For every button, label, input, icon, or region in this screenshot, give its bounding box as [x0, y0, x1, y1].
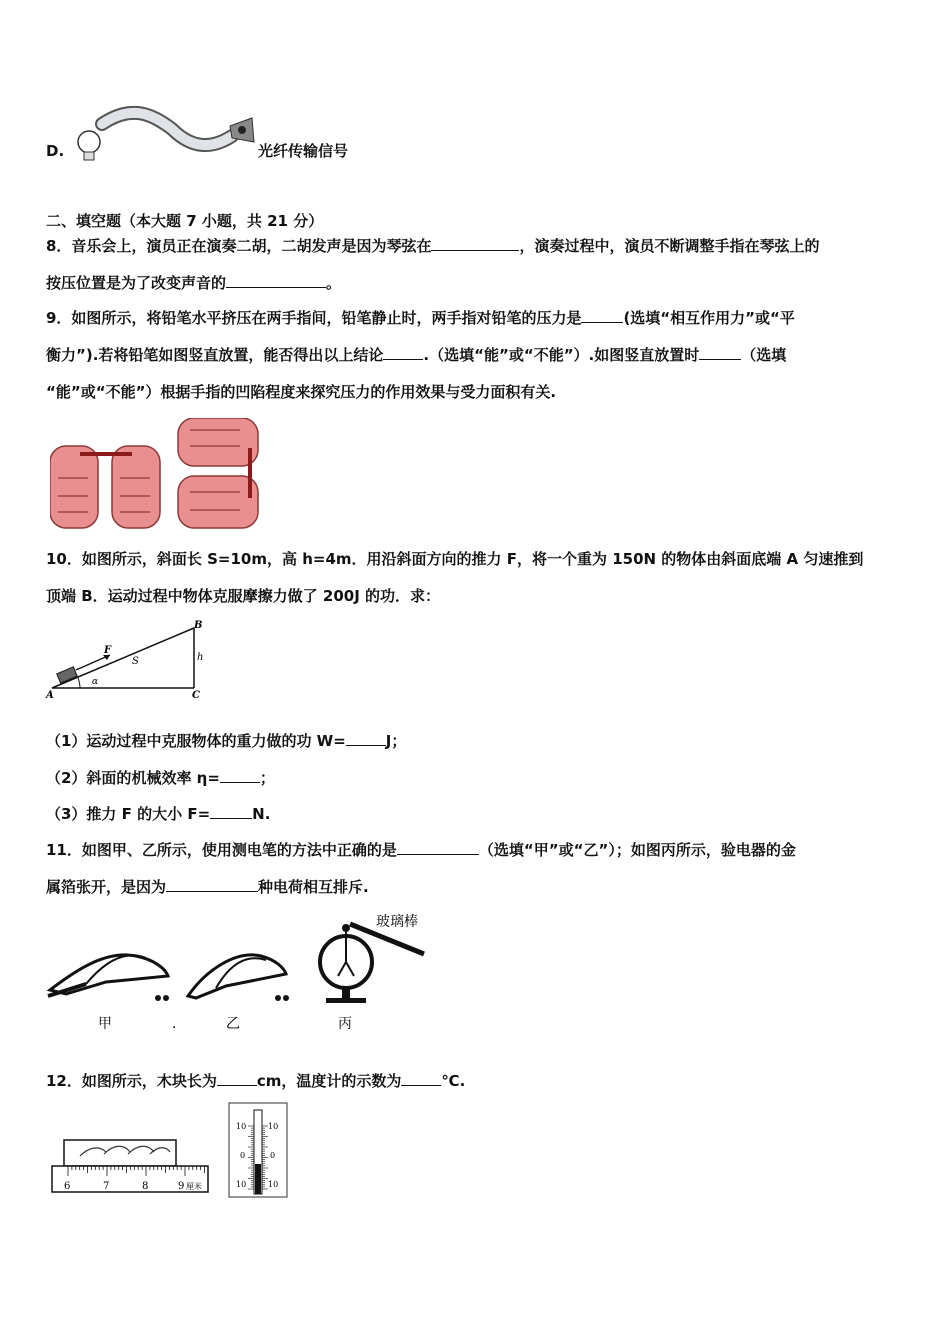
- q10-sub3: （3）推力 F 的大小 F= N.: [46, 805, 271, 823]
- thermo-left-bot: 10: [236, 1180, 247, 1189]
- label-alpha: α: [92, 677, 99, 687]
- pencil-fingers-figure: [50, 418, 265, 530]
- q8-line2: 按压位置是为了改变声音的 。: [46, 274, 342, 292]
- blank-q9-3[interactable]: [699, 345, 741, 360]
- q11-line2: 属箔张开，是因为 种电荷相互排斥.: [46, 878, 369, 896]
- pencil-vertical: [248, 448, 252, 498]
- label-f: F: [104, 645, 112, 656]
- hand-yi: [188, 955, 289, 1001]
- blank-q11-2[interactable]: [166, 877, 258, 892]
- q11-line1: 11．如图甲、乙所示，使用测电笔的方法中正确的是 （选填“甲”或“乙”）；如图丙所示，验电器的金: [46, 841, 796, 859]
- rod-label: 玻璃棒: [376, 914, 418, 930]
- section-heading: 二、填空题（本大题 7 小题，共 21 分）: [46, 212, 324, 230]
- label-bing: 丙: [338, 1016, 352, 1032]
- label-dot: .: [172, 1016, 177, 1032]
- q10-line1: 10．如图所示，斜面长 S=10m，高 h=4m．用沿斜面方向的推力 F，将一个重为 150N 的物体由斜面底端 A 匀速推到: [46, 550, 864, 568]
- blank-q9-2[interactable]: [383, 345, 423, 360]
- wood-block: [64, 1140, 176, 1166]
- optical-fiber-figure: [72, 104, 257, 168]
- thermo-right-top: 10: [268, 1122, 279, 1131]
- incline-figure: [44, 618, 214, 702]
- option-d-label: D.: [46, 142, 65, 160]
- block: [57, 667, 77, 683]
- blank-q10-3[interactable]: [210, 804, 252, 819]
- mercury-column: [255, 1164, 261, 1194]
- label-a: A: [46, 690, 54, 701]
- label-b: B: [194, 620, 203, 631]
- thermometer-figure: [228, 1102, 290, 1200]
- thermo-left-mid: 0: [240, 1151, 246, 1160]
- thermo-right-bot: 10: [268, 1180, 279, 1189]
- pencil-horizontal: [80, 452, 132, 456]
- blank-q12-1[interactable]: [217, 1071, 257, 1086]
- label-yi: 乙: [226, 1016, 240, 1032]
- horizontal-pencil-hands: [50, 446, 160, 528]
- ruler-figure: [50, 1138, 212, 1198]
- ruler-tick-6: 6: [64, 1181, 71, 1192]
- label-jia: 甲: [98, 1016, 112, 1032]
- ruler-tick-7: 7: [103, 1181, 110, 1192]
- blank-q10-2[interactable]: [220, 768, 260, 783]
- q10-sub2: （2）斜面的机械效率 η= ；: [46, 769, 275, 787]
- q10-line2: 顶端 B．运动过程中物体克服摩擦力做了 200J 的功．求：: [46, 587, 440, 605]
- test-pen-electroscope-figure: [46, 910, 446, 1038]
- label-s: S: [132, 656, 139, 667]
- q10-sub1: （1）运动过程中克服物体的重力做的功 W= J；: [46, 732, 407, 750]
- q9-line1: 9．如图所示，将铅笔水平挤压在两手指间，铅笔静止时，两手指对铅笔的压力是 (选填“相互作用力”或“平: [46, 309, 795, 327]
- vertical-pencil-hands: [178, 418, 258, 528]
- bulb-icon: [78, 131, 100, 153]
- blank-q11-1[interactable]: [397, 840, 479, 855]
- thermo-left-top: 10: [236, 1122, 247, 1131]
- blank-q12-2[interactable]: [401, 1071, 441, 1086]
- q12-line1: 12．如图所示，木块长为 cm，温度计的示数为 ℃.: [46, 1072, 466, 1090]
- thermo-right-mid: 0: [270, 1151, 276, 1160]
- blank-q8-1[interactable]: [431, 236, 519, 251]
- blank-q9-1[interactable]: [581, 308, 623, 323]
- q8-line1: 8．音乐会上，演员正在演奏二胡，二胡发声是因为琴弦在 ，演奏过程中，演员不断调整手指在琴弦上的: [46, 237, 820, 255]
- blank-q10-1[interactable]: [346, 731, 386, 746]
- label-h: h: [197, 652, 204, 663]
- ruler-unit: 厘米: [186, 1182, 202, 1191]
- electroscope: [320, 924, 424, 1003]
- option-d-text: 光纤传输信号: [258, 142, 349, 160]
- blank-q8-2[interactable]: [226, 273, 326, 288]
- ruler-tick-9: 9: [178, 1181, 185, 1192]
- q9-line3: “能”或“不能”）根据手指的凹陷程度来探究压力的作用效果与受力面积有关.: [46, 383, 557, 401]
- q9-line2: 衡力”).若将铅笔如图竖直放置，能否得出以上结论 .（选填“能”或“不能”）.如图竖直放置时 （选填: [46, 346, 787, 364]
- label-c: C: [192, 690, 200, 701]
- hand-jia: [48, 955, 169, 1001]
- ruler-tick-8: 8: [142, 1181, 149, 1192]
